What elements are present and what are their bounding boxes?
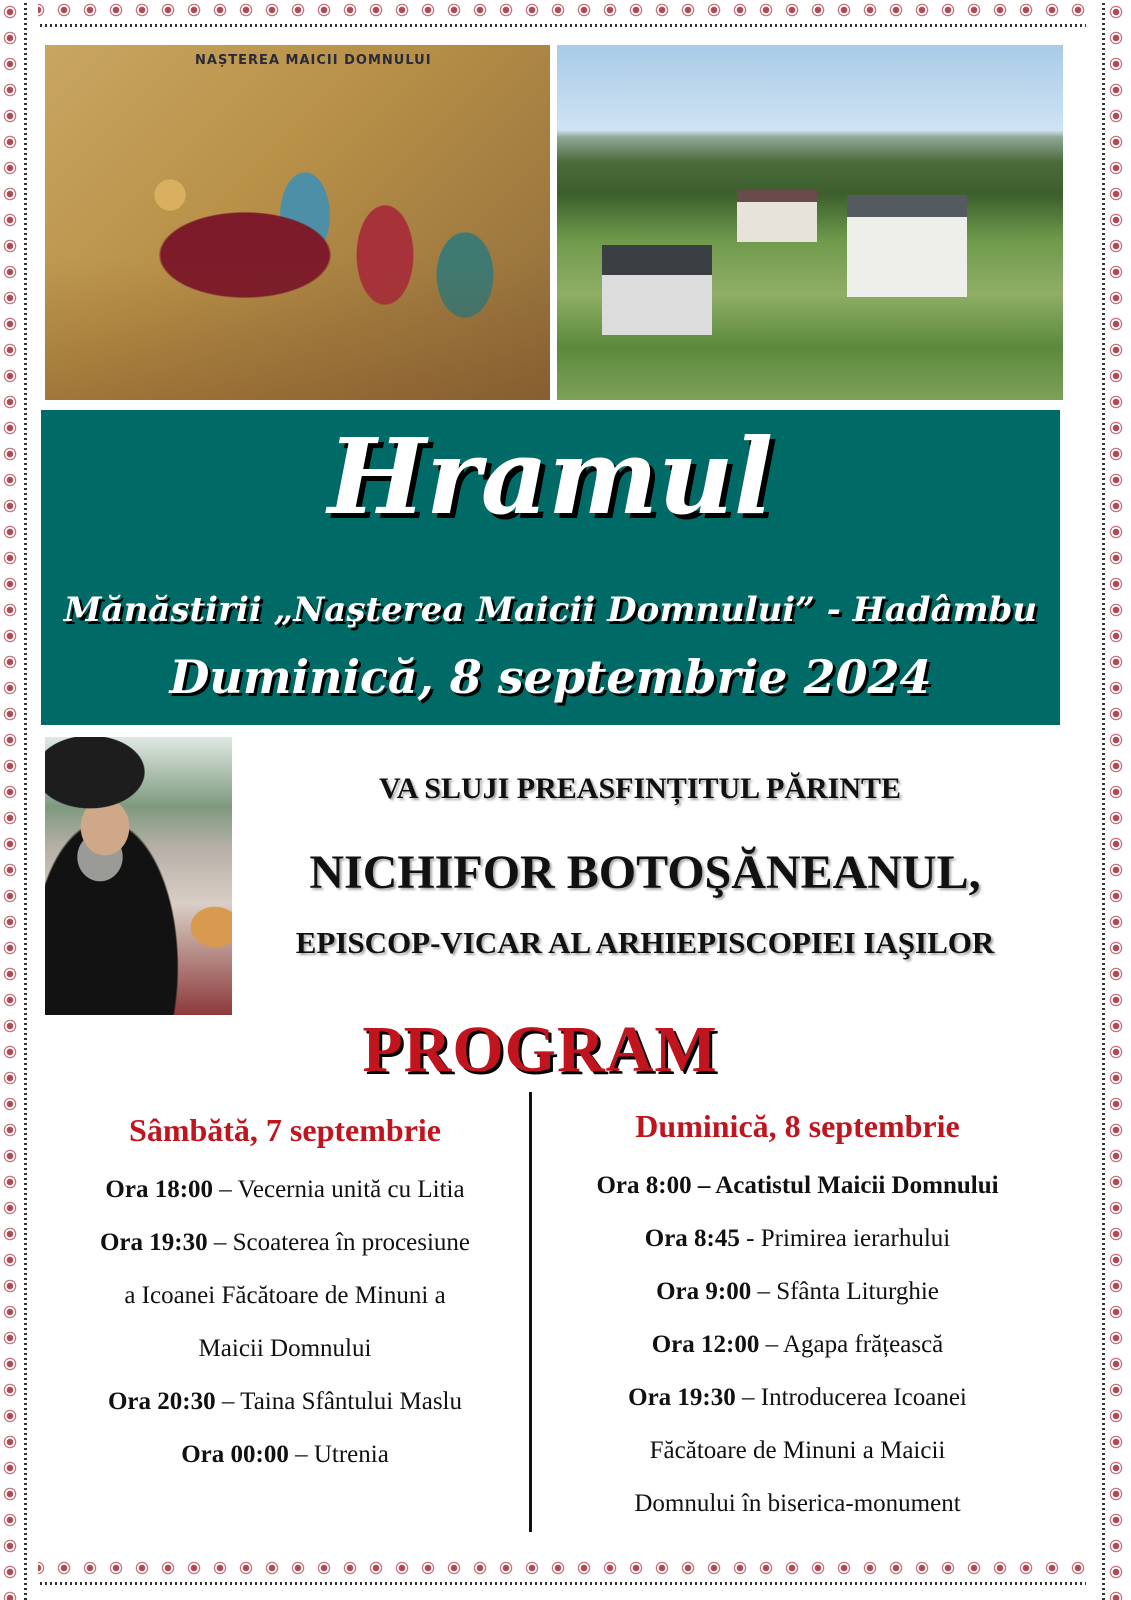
schedule-item: Ora 00:00 – Utrenia — [181, 1441, 389, 1468]
schedule-item: Ora 19:30 – Scoaterea în procesiune — [99, 1229, 470, 1256]
icon-caption: NAȘTEREA MAICII DOMNULUI — [195, 53, 432, 68]
schedule-item: Ora 12:00 – Agapa frățească — [651, 1331, 944, 1358]
schedule-item-continuation: Maicii Domnului — [198, 1335, 372, 1362]
aerial-building — [737, 190, 817, 242]
schedule-item-continuation: Domnului în biserica-monument — [634, 1490, 961, 1517]
schedule-item-continuation: Făcătoare de Minuni a Maicii — [649, 1437, 946, 1464]
column-divider — [529, 1092, 532, 1532]
banner-date: Duminică, 8 septembrie 2024 — [169, 650, 932, 704]
embroidery-border-top — [0, 0, 1131, 40]
officiant-role: EPISCOP-VICAR AL ARHIEPISCOPIEI IAŞILOR — [295, 925, 995, 960]
schedule-item: Ora 8:00 – Acatistul Maicii Domnului — [596, 1172, 999, 1199]
embroidery-border-right — [1086, 0, 1131, 1600]
schedule-item: Ora 20:30 – Taina Sfântului Maslu — [107, 1388, 462, 1415]
schedule-item: Ora 19:30 – Introducerea Icoanei — [628, 1384, 967, 1411]
banner-subtitle: Mănăstirii „Naşterea Maicii Domnului” - Hadâmbu — [63, 590, 1038, 630]
program-title: PROGRAM — [362, 1013, 718, 1086]
schedule-sunday — [540, 1108, 1055, 1530]
schedule-item: Ora 9:00 – Sfânta Liturghie — [656, 1278, 939, 1305]
bishop-photo — [45, 737, 232, 1015]
banner-title: Hramul — [327, 415, 774, 538]
embroidery-border-left — [0, 0, 38, 1600]
schedule-item: Ora 18:00 – Vecernia unită cu Litia — [105, 1176, 465, 1203]
day-heading: Sâmbătă, 7 septembrie — [129, 1112, 441, 1148]
nativity-icon-image — [45, 45, 550, 400]
monastery-aerial-image — [557, 45, 1063, 400]
aerial-church — [847, 195, 967, 297]
schedule-saturday — [45, 1112, 525, 1481]
embroidery-border-bottom — [0, 1558, 1131, 1600]
title-banner — [41, 410, 1060, 725]
schedule-item-continuation: a Icoanei Făcătoare de Minuni a — [124, 1282, 446, 1309]
schedule-item: Ora 8:45 - Primirea ierarhului — [644, 1225, 951, 1252]
aerial-building — [602, 245, 712, 335]
officiant-name: NICHIFOR BOTOŞĂNEANUL, — [309, 846, 981, 899]
officiant-intro: VA SLUJI PREASFINȚITUL PĂRINTE — [378, 772, 902, 805]
day-heading: Duminică, 8 septembrie — [635, 1108, 960, 1144]
